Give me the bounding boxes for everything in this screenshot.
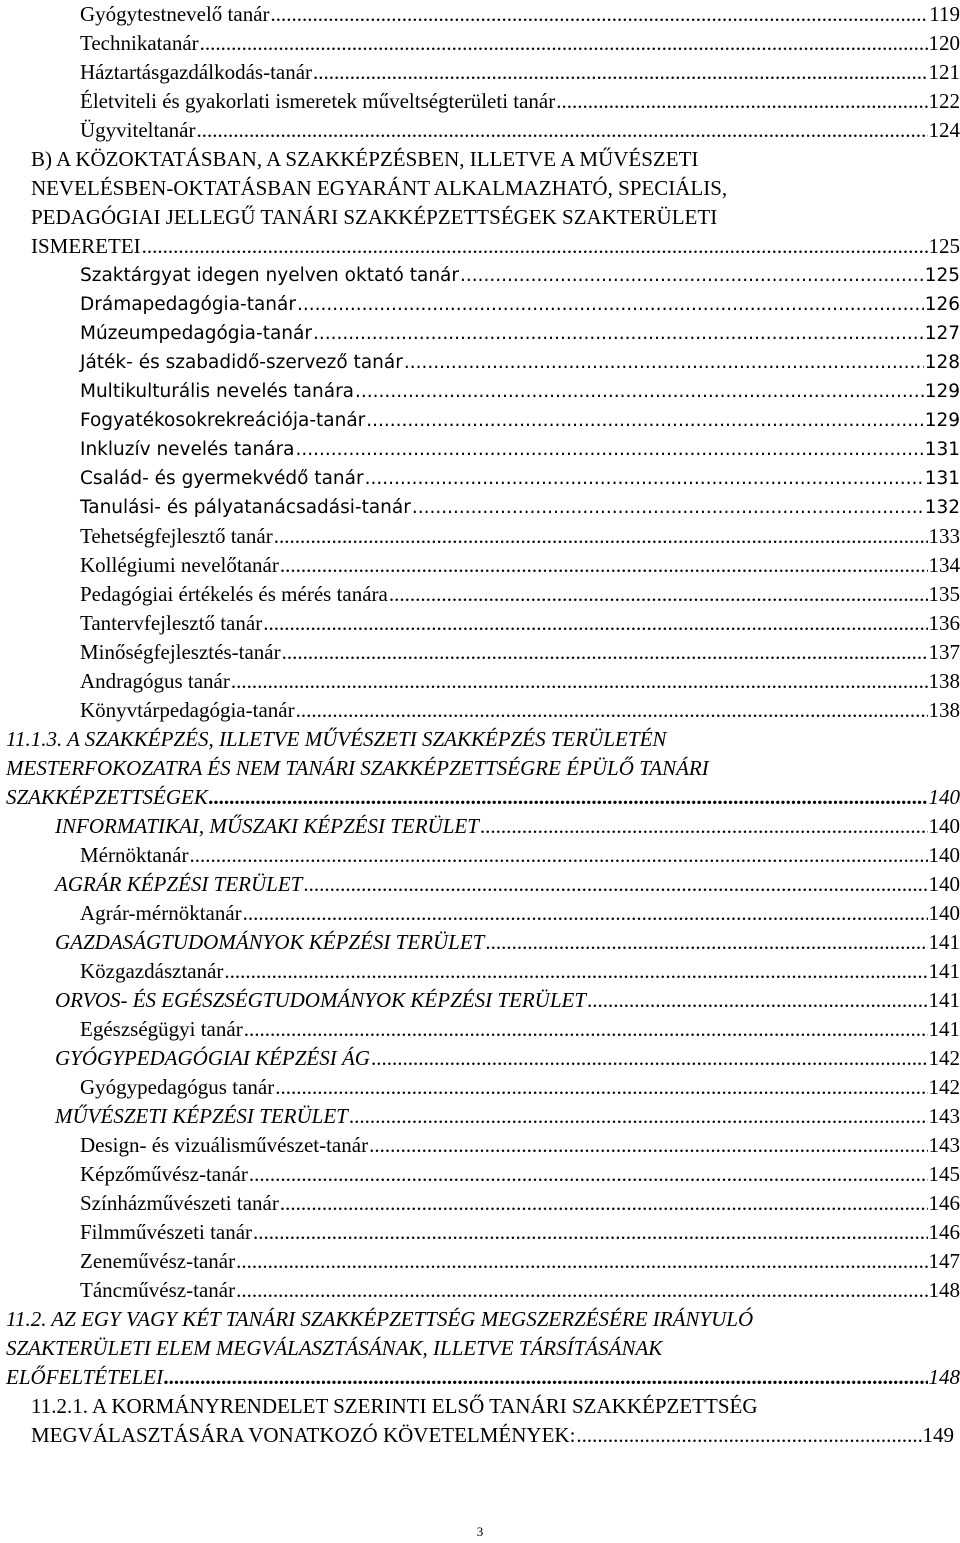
dot-leader	[313, 319, 924, 348]
dot-leader	[313, 58, 927, 87]
dot-leader	[253, 1218, 927, 1247]
toc-entry[interactable]	[31, 232, 960, 261]
toc-entry-title: ISMERETEI	[31, 234, 141, 258]
toc-entry[interactable]	[80, 29, 960, 58]
toc-entry-page: 141	[928, 930, 960, 954]
dot-leader	[296, 696, 928, 725]
toc-entry-title: Filmművészeti tanár	[80, 1220, 253, 1244]
toc-entry-title: Multikulturális nevelés tanára	[80, 381, 355, 402]
toc-entry-title: Drámapedagógia-tanár	[80, 294, 296, 315]
section-heading-line: MESTERFOKOZATRA ÉS NEM TANÁRI SZAKKÉPZETTSÉGRE ÉPÜLŐ TANÁRI	[6, 756, 709, 780]
toc-entry-title: Képzőművész-tanár	[80, 1162, 248, 1186]
toc-entry[interactable]	[80, 1247, 960, 1276]
toc-entry[interactable]	[80, 1276, 960, 1305]
toc-entry[interactable]	[80, 290, 960, 319]
toc-entry-page: 132	[924, 497, 960, 518]
toc-entry[interactable]	[80, 609, 960, 638]
toc-entry-title: Tanulási- és pályatanácsadási-tanár	[80, 497, 411, 518]
dot-leader	[587, 986, 928, 1015]
section-heading-line: 11.2.1. A KORMÁNYRENDELET SZERINTI ELSŐ TANÁRI SZAKKÉPZETTSÉG	[31, 1394, 758, 1418]
dot-leader	[371, 1044, 928, 1073]
dot-leader	[200, 29, 928, 58]
toc-entry-page: 147	[928, 1249, 960, 1273]
section-heading-line: PEDAGÓGIAI JELLEGŰ TANÁRI SZAKKÉPZETTSÉGEK SZAKTERÜLETI	[31, 205, 718, 229]
toc-entry[interactable]	[55, 870, 960, 899]
dot-leader	[164, 1363, 927, 1392]
toc-entry-page: 122	[928, 89, 960, 113]
toc-entry-title: MŰVÉSZETI KÉPZÉSI TERÜLET	[55, 1104, 348, 1128]
dot-leader	[275, 1073, 927, 1102]
toc-entry-title: Közgazdásztanár	[80, 959, 224, 983]
toc-entry-page: 125	[928, 234, 960, 258]
toc-entry-title: Könyvtárpedagógia-tanár	[80, 698, 295, 722]
toc-entry[interactable]	[80, 493, 960, 522]
toc-entry-page: 136	[928, 611, 960, 635]
dot-leader	[303, 870, 927, 899]
dot-leader	[369, 1131, 927, 1160]
toc-entry[interactable]	[80, 116, 960, 145]
toc-entry[interactable]	[80, 522, 960, 551]
toc-entry-page: 142	[928, 1046, 960, 1070]
dot-leader	[366, 406, 923, 435]
section-heading-line: 11.1.3. A SZAKKÉPZÉS, ILLETVE MŰVÉSZETI SZAKKÉPZÉS TERÜLETÉN	[6, 727, 667, 751]
dot-leader	[231, 667, 928, 696]
toc-entry-page: 119	[929, 2, 960, 26]
toc-entry-page: 138	[928, 669, 960, 693]
toc-entry-title: Design- és vizuálisművészet-tanár	[80, 1133, 369, 1157]
toc-entry-page: 148	[928, 1365, 960, 1389]
dot-leader	[576, 1421, 921, 1450]
toc-entry-page: 131	[924, 439, 960, 460]
dot-leader	[556, 87, 927, 116]
toc-entry[interactable]	[55, 812, 960, 841]
dot-leader	[244, 1015, 928, 1044]
dot-leader	[389, 580, 928, 609]
toc-entry[interactable]	[80, 87, 960, 116]
dot-leader	[196, 116, 927, 145]
toc-entry-title: Andragógus tanár	[80, 669, 230, 693]
section-heading-line: B) A KÖZOKTATÁSBAN, A SZAKKÉPZÉSBEN, ILLETVE A MŰVÉSZETI	[31, 147, 699, 171]
toc-entry-page: 138	[928, 698, 960, 722]
toc-entry-title: ELŐFELTÉTELEI	[6, 1365, 164, 1389]
toc-entry[interactable]	[80, 841, 960, 870]
toc-entry[interactable]	[80, 899, 960, 928]
dot-leader	[480, 812, 928, 841]
toc-entry-title: Fogyatékosokrekreációja-tanár	[80, 410, 366, 431]
toc-entry-title: Szaktárgyat idegen nyelven oktató tanár	[80, 265, 459, 286]
toc-entry-title: Pedagógiai értékelés és mérés tanára	[80, 582, 388, 606]
toc-entry-title: Technikatanár	[80, 31, 199, 55]
dot-leader	[224, 957, 927, 986]
toc-entry-title: Kollégiumi nevelőtanár	[80, 553, 279, 577]
dot-leader	[365, 464, 924, 493]
toc-entry-page: 140	[928, 843, 960, 867]
toc-entry[interactable]	[80, 1073, 960, 1102]
toc-entry[interactable]	[80, 319, 960, 348]
toc-entry-page: 129	[924, 381, 960, 402]
dot-leader	[249, 1160, 928, 1189]
toc-entry-title: Inkluzív nevelés tanára	[80, 439, 295, 460]
toc-entry-page: 143	[928, 1104, 960, 1128]
toc-entry-title: Táncművész-tanár	[80, 1278, 236, 1302]
dot-leader	[236, 1276, 927, 1305]
dot-leader	[296, 435, 924, 464]
toc-entry[interactable]	[80, 638, 960, 667]
dot-leader	[209, 783, 928, 812]
section-heading-line: NEVELÉSBEN-OKTATÁSBAN EGYARÁNT ALKALMAZHATÓ, SPECIÁLIS,	[31, 176, 728, 200]
toc-entry[interactable]	[80, 377, 960, 406]
toc-entry[interactable]	[80, 406, 960, 435]
toc-entry-page: 140	[928, 901, 960, 925]
toc-entry-title: Háztartásgazdálkodás-tanár	[80, 60, 313, 84]
toc-entry-page: 131	[924, 468, 960, 489]
toc-entry-page: 143	[928, 1133, 960, 1157]
toc-entry-page: 135	[928, 582, 960, 606]
toc-entry-page: 140	[928, 785, 960, 809]
dot-leader	[280, 1189, 928, 1218]
toc-entry-page: 134	[928, 553, 960, 577]
toc-entry-title: MEGVÁLASZTÁSÁRA VONATKOZÓ KÖVETELMÉNYEK:	[31, 1423, 576, 1447]
toc-entry-title: INFORMATIKAI, MŰSZAKI KÉPZÉSI TERÜLET	[55, 814, 479, 838]
toc-entry[interactable]	[80, 58, 960, 87]
toc-entry[interactable]	[55, 1044, 960, 1073]
toc-entry-page: 126	[924, 294, 960, 315]
dot-leader	[271, 0, 929, 29]
toc-entry[interactable]	[80, 464, 960, 493]
dot-leader	[297, 290, 924, 319]
dot-leader	[189, 841, 927, 870]
toc-entry-title: Egészségügyi tanár	[80, 1017, 243, 1041]
dot-leader	[349, 1102, 928, 1131]
toc-entry-page: 141	[928, 1017, 960, 1041]
toc-entry-title: Életviteli és gyakorlati ismeretek műveltségterületi tanár	[80, 89, 556, 113]
toc-entry-title: Ügyviteltanár	[80, 118, 196, 142]
toc-entry[interactable]	[80, 551, 960, 580]
toc-entry[interactable]	[80, 261, 960, 290]
toc-entry-title: Gyógytestnevelő tanár	[80, 2, 270, 26]
toc-entry-title: Család- és gyermekvédő tanár	[80, 468, 364, 489]
toc-entry-page: 124	[928, 118, 960, 142]
toc-entry-page: 146	[928, 1191, 960, 1215]
toc-entry[interactable]	[80, 0, 960, 29]
toc-entry-page: 145	[928, 1162, 960, 1186]
toc-entry-page: 149	[922, 1423, 954, 1447]
dot-leader	[243, 899, 928, 928]
toc-entry[interactable]	[55, 986, 960, 1015]
toc-entry[interactable]	[80, 957, 960, 986]
dot-leader	[274, 522, 928, 551]
toc-entry[interactable]	[80, 435, 960, 464]
toc-entry-title: Múzeumpedagógia-tanár	[80, 323, 312, 344]
toc-entry[interactable]	[80, 348, 960, 377]
toc-entry[interactable]	[80, 696, 960, 725]
toc-entry[interactable]	[55, 1102, 960, 1131]
dot-leader	[280, 551, 928, 580]
toc-entry[interactable]	[31, 1421, 954, 1450]
section-heading-line: 11.2. AZ EGY VAGY KÉT TANÁRI SZAKKÉPZETTSÉG MEGSZERZÉSÉRE IRÁNYULÓ	[6, 1307, 754, 1331]
toc-entry[interactable]	[80, 1160, 960, 1189]
toc-entry-title: Színházművészeti tanár	[80, 1191, 279, 1215]
toc-entry-page: 142	[928, 1075, 960, 1099]
toc-entry[interactable]	[6, 783, 960, 812]
toc-entry-page: 120	[928, 31, 960, 55]
dot-leader	[355, 377, 924, 406]
page-number: 3	[476, 1524, 484, 1539]
toc-entry-title: Mérnöktanár	[80, 843, 189, 867]
section-heading-line: SZAKTERÜLETI ELEM MEGVÁLASZTÁSÁNAK, ILLETVE TÁRSÍTÁSÁNAK	[6, 1336, 663, 1360]
toc-entry[interactable]	[80, 667, 960, 696]
toc-entry[interactable]	[80, 580, 960, 609]
toc-entry-page: 121	[928, 60, 960, 84]
toc-entry-page: 137	[928, 640, 960, 664]
toc-entry-title: Minőségfejlesztés-tanár	[80, 640, 281, 664]
toc-entry-page: 148	[928, 1278, 960, 1302]
toc-entry[interactable]	[80, 1189, 960, 1218]
dot-leader	[236, 1247, 927, 1276]
dot-leader	[412, 493, 924, 522]
toc-entry-page: 140	[928, 814, 960, 838]
toc-entry-title: ORVOS- ÉS EGÉSZSÉGTUDOMÁNYOK KÉPZÉSI TERÜLET	[55, 988, 586, 1012]
toc-entry-page: 141	[928, 959, 960, 983]
toc-entry-page: 133	[928, 524, 960, 548]
toc-entry-page: 140	[928, 872, 960, 896]
toc-entry-title: Tantervfejlesztő tanár	[80, 611, 263, 635]
dot-leader	[404, 348, 924, 377]
dot-leader	[263, 609, 927, 638]
toc-entry-page: 129	[924, 410, 960, 431]
dot-leader	[460, 261, 924, 290]
toc-entry-title: AGRÁR KÉPZÉSI TERÜLET	[55, 872, 303, 896]
toc-entry-page: 141	[928, 988, 960, 1012]
dot-leader	[485, 928, 927, 957]
toc-entry-title: Zeneművész-tanár	[80, 1249, 236, 1273]
toc-entry-page: 125	[924, 265, 960, 286]
dot-leader	[282, 638, 928, 667]
toc-entry-title: Agrár-mérnöktanár	[80, 901, 242, 925]
toc-entry-title: GAZDASÁGTUDOMÁNYOK KÉPZÉSI TERÜLET	[55, 930, 485, 954]
toc-entry-page: 146	[928, 1220, 960, 1244]
toc-entry-title: Gyógypedagógus tanár	[80, 1075, 275, 1099]
toc-entry-title: Tehetségfejlesztő tanár	[80, 524, 273, 548]
toc-entry[interactable]	[80, 1218, 960, 1247]
toc-entry-title: SZAKKÉPZETTSÉGEK	[6, 785, 208, 809]
toc-entry-title: GYÓGYPEDAGÓGIAI KÉPZÉSI ÁG	[55, 1046, 370, 1070]
toc-entry[interactable]	[55, 928, 960, 957]
toc-entry-title: Játék- és szabadidő-szervező tanár	[80, 352, 403, 373]
toc-entry[interactable]	[80, 1015, 960, 1044]
toc-entry[interactable]	[6, 1363, 960, 1392]
toc-entry[interactable]	[80, 1131, 960, 1160]
toc-entry-page: 128	[924, 352, 960, 373]
toc-entry-page: 127	[924, 323, 960, 344]
dot-leader	[142, 232, 928, 261]
